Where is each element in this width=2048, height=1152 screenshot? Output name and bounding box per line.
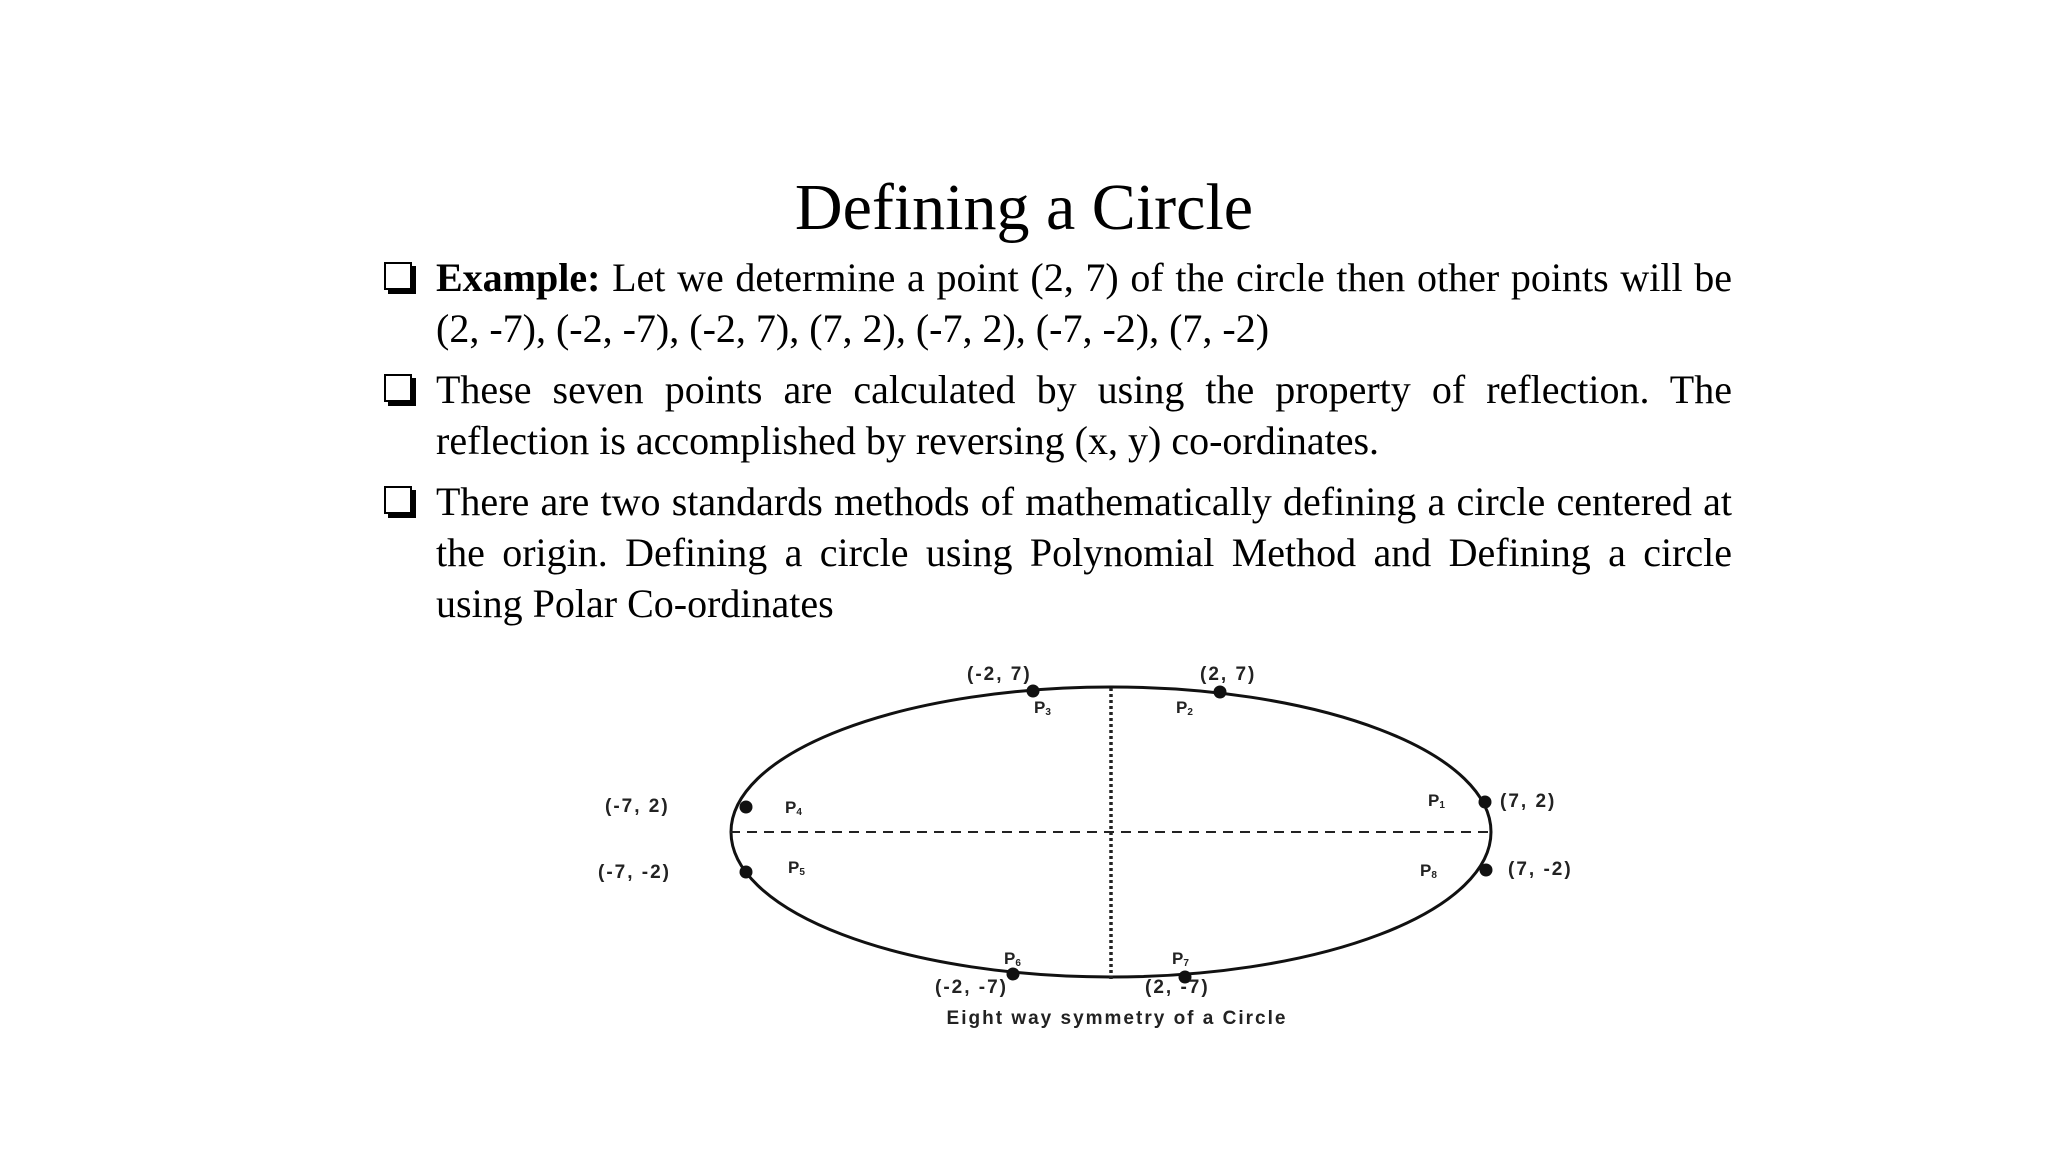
point-p2-coord: (2, 7) <box>1200 664 1257 685</box>
bullet-text: These seven points are calculated by using the property of reflection. The reflection is accomplished by reversing (x, y) co-ordinates. <box>436 367 1732 463</box>
point-p7-name: P7 <box>1172 949 1189 969</box>
point-p8-coord: (7, -2) <box>1508 859 1573 880</box>
point-p8 <box>1480 864 1493 877</box>
point-p3 <box>1027 685 1040 698</box>
point-p2-name: P2 <box>1176 698 1193 718</box>
point-p7-coord: (2, -7) <box>1145 977 1210 998</box>
point-p2 <box>1214 686 1227 699</box>
point-p4-coord: (-7, 2) <box>605 796 670 817</box>
point-p5-name: P5 <box>788 858 805 878</box>
bullet-text: There are two standards methods of mathematically defining a circle centered at the origin. Defining a circle using Polynomial Method and Defining a circle using Polar Co-ordinates <box>436 479 1732 626</box>
circle-diagram <box>560 652 1660 1042</box>
slide-title: Defining a Circle <box>794 171 1254 244</box>
checkbox-bullet-icon <box>384 262 412 290</box>
bullet-item <box>380 252 1732 354</box>
checkbox-bullet-icon <box>384 374 412 402</box>
point-p6-coord: (-2, -7) <box>935 977 1008 998</box>
point-p1-name: P1 <box>1428 791 1445 811</box>
point-p8-name: P8 <box>1420 861 1437 881</box>
point-p6-name: P6 <box>1004 949 1021 969</box>
point-p3-coord: (-2, 7) <box>967 664 1032 685</box>
checkbox-bullet-icon <box>384 486 412 514</box>
point-p1-coord: (7, 2) <box>1500 791 1557 812</box>
bullet-text: Let we determine a point (2, 7) of the circle then other points will be (2, -7), (-2, -7), (-2, 7), (7, 2), (-7, 2), (-7, -2), (7, -2) <box>436 255 1732 351</box>
eight-way-symmetry-figure <box>560 652 1660 1042</box>
point-p6 <box>1007 968 1020 981</box>
symmetry-points <box>598 664 1573 998</box>
figure-caption: Eight way symmetry of a Circle <box>946 1008 1288 1029</box>
bullet-label: Example: <box>436 255 601 300</box>
point-p5 <box>740 866 753 879</box>
bullet-item <box>380 364 1732 466</box>
point-p4 <box>740 801 753 814</box>
bullet-list <box>380 252 1732 639</box>
point-p3-name: P3 <box>1034 698 1051 718</box>
point-p1 <box>1479 796 1492 809</box>
bullet-item <box>380 476 1732 629</box>
point-p4-name: P4 <box>785 798 802 818</box>
point-p5-coord: (-7, -2) <box>598 862 671 883</box>
